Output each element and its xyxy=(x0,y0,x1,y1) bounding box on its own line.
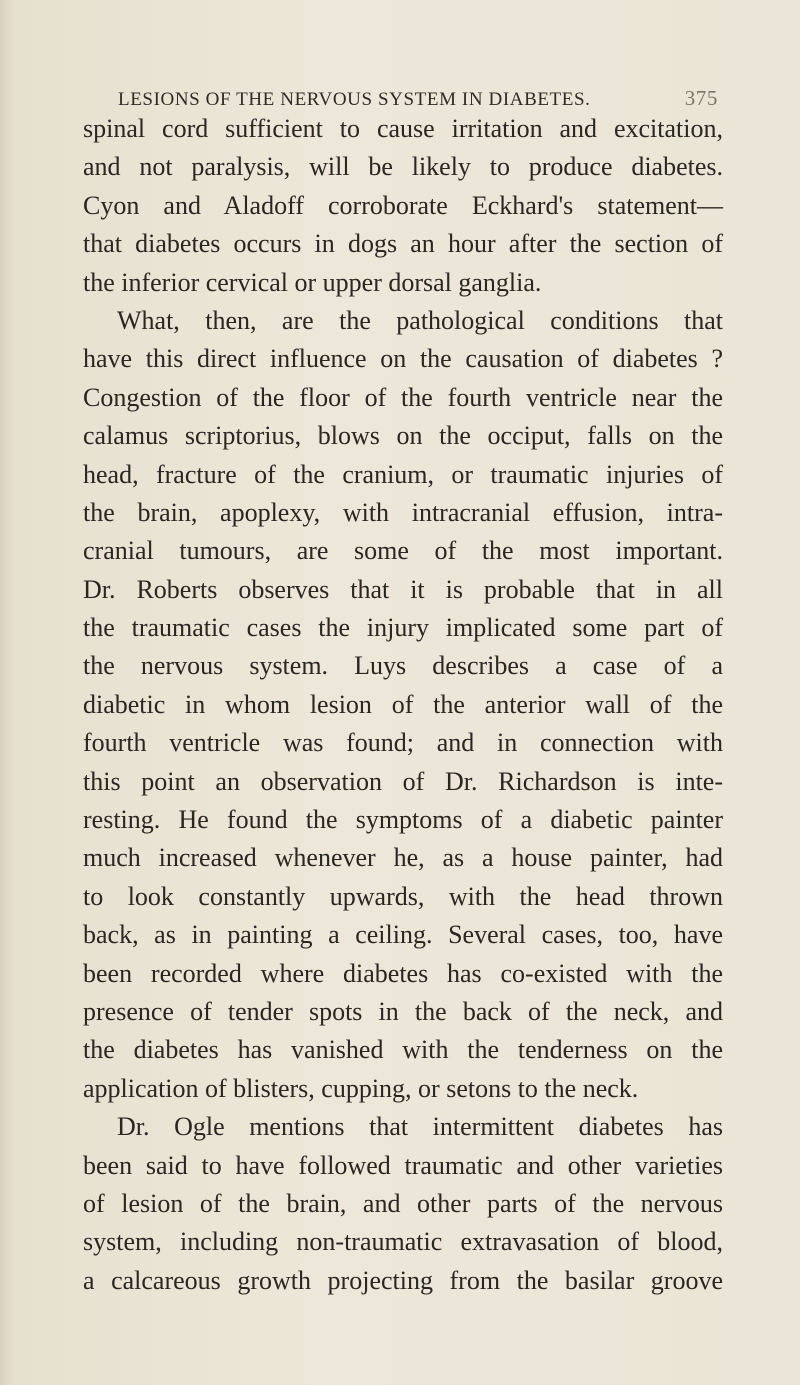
text-line: calamus scriptorius, blows on the occiput, falls on the xyxy=(83,421,723,451)
body-text xyxy=(83,110,723,1300)
text-line: much increased whenever he, as a house painter, had xyxy=(83,843,723,873)
text-line: that diabetes occurs in dogs an hour after the section of xyxy=(83,229,723,259)
text-line: head, fracture of the cranium, or traumatic injuries of xyxy=(83,459,723,489)
text-line: this point an observation of Dr. Richardson is inte- xyxy=(83,766,723,796)
text-line: resting. He found the symptoms of a diabetic painter xyxy=(83,805,723,835)
text-line: the nervous system. Luys describes a case of a xyxy=(83,651,723,681)
text-line: What, then, are the pathological conditions that xyxy=(117,305,723,335)
text-line: system, including non-traumatic extravasation of blood, xyxy=(83,1227,723,1257)
text-line: cranial tumours, are some of the most important. xyxy=(83,536,723,566)
text-line: Cyon and Aladoff corroborate Eckhard's statement— xyxy=(83,190,723,220)
text-line: back, as in painting a ceiling. Several cases, too, have xyxy=(83,920,723,950)
text-line: diabetic in whom lesion of the anterior wall of the xyxy=(83,689,723,719)
text-line: have this direct influence on the causation of diabetes ? xyxy=(83,344,723,374)
text-line: fourth ventricle was found; and in connection with xyxy=(83,728,723,758)
text-line: the brain, apoplexy, with intracranial effusion, intra- xyxy=(83,497,723,527)
text-line: spinal cord sufficient to cause irritation and excitation, xyxy=(83,114,723,143)
text-line: the inferior cervical or upper dorsal ganglia. xyxy=(83,267,542,297)
running-header-title: LESIONS OF THE NERVOUS SYSTEM IN DIABETES. xyxy=(118,89,591,110)
text-line: of lesion of the brain, and other parts of the nervous xyxy=(83,1188,723,1218)
text-line: presence of tender spots in the back of the neck, and xyxy=(83,996,723,1026)
text-line: been said to have followed traumatic and other varieties xyxy=(83,1150,723,1180)
text-line: the traumatic cases the injury implicated some part of xyxy=(83,613,723,643)
text-line: Dr. Ogle mentions that intermittent diabetes has xyxy=(117,1112,723,1142)
text-line: Congestion of the floor of the fourth ventricle near the xyxy=(83,382,723,412)
page-number: 375 xyxy=(684,86,718,110)
text-line: the diabetes has vanished with the tenderness on the xyxy=(83,1035,723,1065)
text-line: application of blisters, cupping, or setons to the neck. xyxy=(83,1073,639,1103)
page-gutter-shadow xyxy=(0,0,14,1385)
text-line: a calcareous growth projecting from the basilar groove xyxy=(83,1265,723,1295)
text-line: Dr. Roberts observes that it is probable that in all xyxy=(83,574,723,604)
text-line: and not paralysis, will be likely to produce diabetes. xyxy=(83,152,723,182)
text-line: to look constantly upwards, with the head thrown xyxy=(83,881,723,911)
text-line: been recorded where diabetes has co-existed with the xyxy=(83,958,723,988)
